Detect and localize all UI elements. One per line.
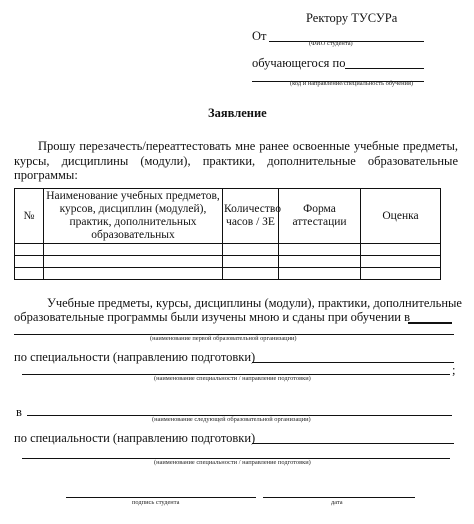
signature-caption: подпись студента bbox=[132, 499, 180, 506]
document-title: Заявление bbox=[208, 106, 267, 120]
specialty1-field[interactable] bbox=[252, 362, 454, 363]
fio-caption: (ФИО студента) bbox=[309, 40, 353, 47]
intro-line-2: курсы, дисциплины (модули), практики, дополнительные образовательные bbox=[14, 154, 458, 168]
table-cell[interactable] bbox=[223, 244, 279, 256]
from-label: От bbox=[252, 29, 267, 43]
semicolon: ; bbox=[452, 363, 456, 377]
specialty2-field[interactable] bbox=[252, 443, 454, 444]
table-row bbox=[15, 244, 441, 256]
specialty-label-1: по специальности (направлению подготовки) bbox=[14, 350, 256, 364]
table-cell[interactable] bbox=[44, 256, 223, 268]
table-cell[interactable] bbox=[223, 256, 279, 268]
table-cell[interactable] bbox=[223, 268, 279, 280]
table-row bbox=[15, 256, 441, 268]
table-cell[interactable] bbox=[279, 244, 361, 256]
table-cell[interactable] bbox=[361, 268, 441, 280]
in-label: в bbox=[16, 405, 22, 419]
addressee: Ректору ТУСУРа bbox=[306, 11, 398, 25]
specialty2-caption: (наименование специальности / направление подготовки) bbox=[154, 459, 311, 466]
column-header-assessment: Форма аттестации bbox=[279, 189, 361, 244]
table-row bbox=[15, 268, 441, 280]
table-cell[interactable] bbox=[44, 268, 223, 280]
table-cell[interactable] bbox=[361, 256, 441, 268]
body-line-1: Учебные предметы, курсы, дисциплины (модули), практики, дополнительные bbox=[47, 296, 462, 310]
specialty1-caption: (наименование специальности / направление подготовки) bbox=[154, 375, 311, 382]
intro-line-1: Прошу перезачесть/переаттестовать мне ранее освоенные учебные предметы, bbox=[38, 139, 458, 153]
body-line-2: образовательные программы были изучены мною и сданы при обучении в bbox=[14, 310, 410, 324]
code-caption: (код и направление/специальность обучения) bbox=[290, 80, 414, 87]
table-cell[interactable] bbox=[279, 256, 361, 268]
date-field[interactable] bbox=[263, 497, 415, 498]
table-header-row bbox=[15, 189, 441, 244]
column-header-hours: Количество часов / ЗЕ bbox=[223, 189, 279, 244]
table-cell[interactable] bbox=[44, 244, 223, 256]
signature-field[interactable] bbox=[66, 497, 256, 498]
table-cell[interactable] bbox=[279, 268, 361, 280]
column-header-number: № bbox=[15, 189, 44, 244]
org1-caption: (наименование первой образовательной организации) bbox=[150, 335, 297, 342]
table-cell[interactable] bbox=[15, 256, 44, 268]
table-cell[interactable] bbox=[15, 268, 44, 280]
studying-label: обучающегося по bbox=[252, 56, 346, 70]
subjects-table bbox=[14, 188, 441, 280]
org1-field-start[interactable] bbox=[408, 322, 452, 324]
table-cell[interactable] bbox=[361, 244, 441, 256]
studying-field[interactable] bbox=[345, 68, 424, 69]
column-header-grade: Оценка bbox=[361, 189, 441, 244]
specialty-label-2: по специальности (направлению подготовки) bbox=[14, 431, 256, 445]
date-caption: дата bbox=[331, 499, 343, 506]
org2-caption: (наименование следующей образовательной организации) bbox=[152, 416, 311, 423]
column-header-name: Наименование учебных предметов, курсов, дисциплин (модулей), практик, дополнительных образовательных bbox=[44, 189, 223, 244]
intro-line-3: программы: bbox=[14, 168, 78, 182]
table-cell[interactable] bbox=[15, 244, 44, 256]
